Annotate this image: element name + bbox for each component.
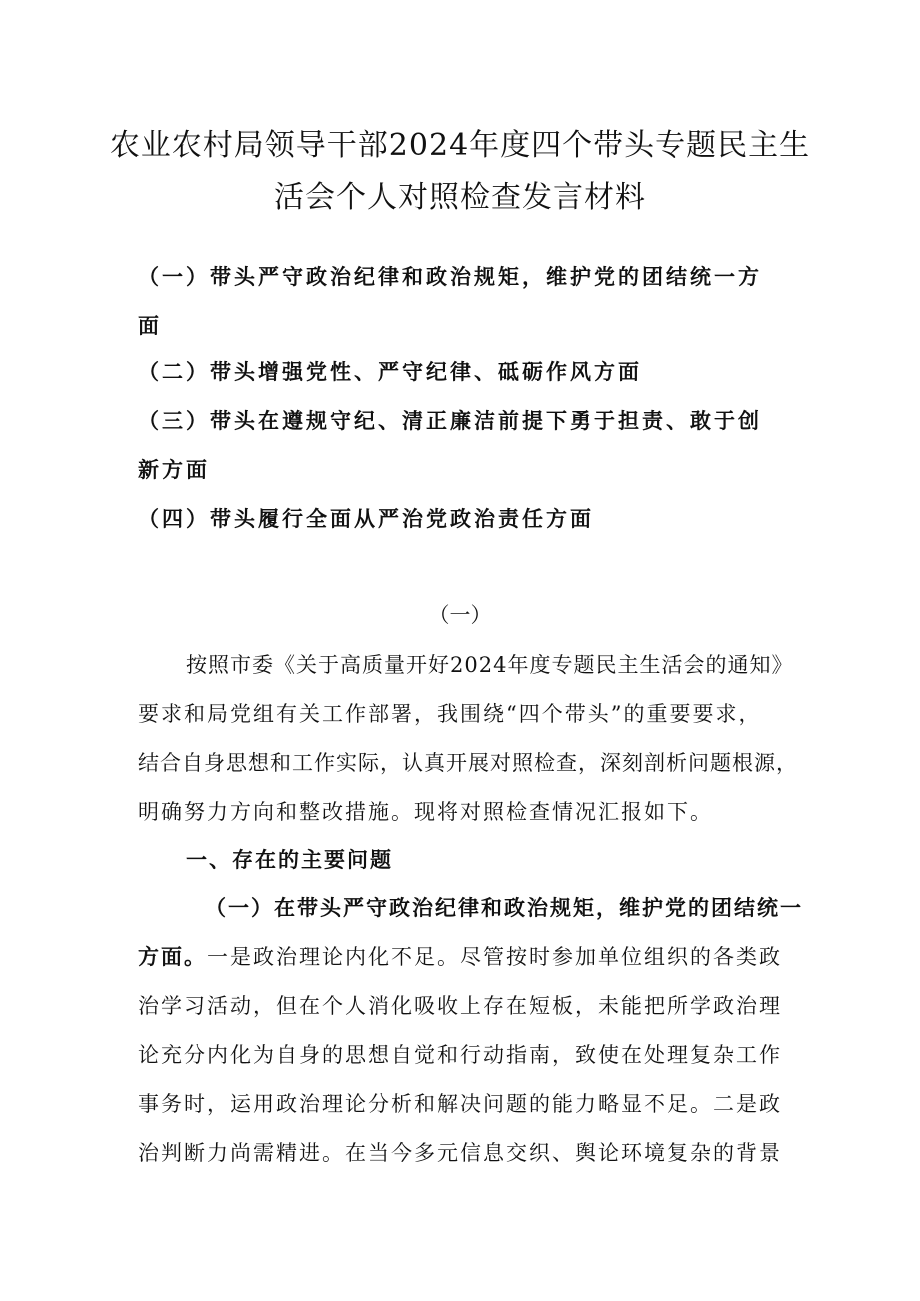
outline-item-1-continued: 面: [138, 313, 162, 338]
outline-item-3: （三）带头在遵规守纪、清正廉洁前提下勇于担责、敢于创: [138, 408, 762, 433]
intro-line-3: 结合自身思想和工作实际，认真开展对照检查，深刻剖析问题根源，: [138, 751, 798, 775]
heading-one: 一、存在的主要问题: [186, 847, 393, 872]
item-one-line-5: 事务时，运用政治理论分析和解决问题的能力略显不足。二是政: [138, 1092, 782, 1116]
item-one-line-2: [138, 942, 782, 972]
intro-line-4: 明确努力方向和整改措施。现将对照检查情况汇报如下。: [138, 800, 713, 824]
document-title-line-2: 活会个人对照检查发言材料: [274, 180, 646, 215]
outline-item-2: （二）带头增强党性、严守纪律、砥砺作风方面: [138, 359, 642, 384]
item-one-title-end: 方面。: [138, 944, 207, 969]
intro-line-1: 按照市委《关于高质量开好2024年度专题民主生活会的通知》: [186, 653, 794, 677]
item-one-line-2-text: 一是政治理论内化不足。尽管按时参加单位组织的各类政: [207, 945, 782, 969]
section-number: （一）: [428, 603, 492, 627]
outline-item-1: （一）带头严守政治纪律和政治规矩，维护党的团结统一方: [138, 264, 762, 289]
item-one-line-3: 治学习活动，但在个人消化吸收上存在短板，未能把所学政治理: [138, 994, 782, 1018]
item-one-title: （一）在带头严守政治纪律和政治规矩，维护党的团结统一: [205, 895, 803, 920]
item-one-line-4: 论充分内化为自身的思想自觉和行动指南，致使在处理复杂工作: [138, 1043, 782, 1067]
outline-item-3-continued: 新方面: [138, 457, 210, 482]
item-one-line-6: 治判断力尚需精进。在当今多元信息交织、舆论环境复杂的背景: [138, 1141, 782, 1165]
document-title-line-1: 农业农村局领导干部2024年度四个带头专题民主生: [109, 128, 811, 163]
outline-item-4: （四）带头履行全面从严治党政治责任方面: [138, 506, 594, 531]
intro-line-2: 要求和局党组有关工作部署，我围绕“四个带头”的重要要求，: [138, 702, 762, 726]
